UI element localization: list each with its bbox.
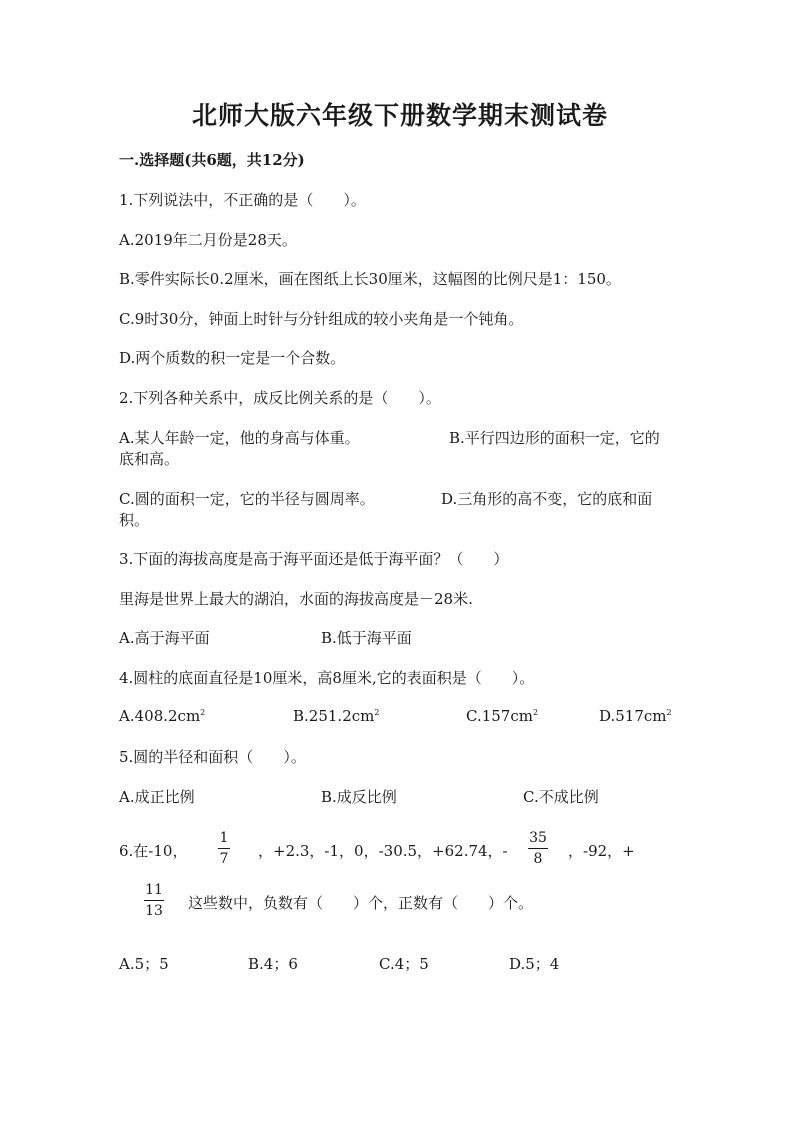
q5-stem: 5.圆的半径和面积（ ）。: [119, 748, 306, 766]
q3-context: 里海是世界上最大的湖泊，水面的海拔高度是－28米.: [119, 590, 473, 608]
q1-stem: 1.下列说法中，不正确的是（ ）。: [119, 191, 366, 209]
q6-option-c: C.4；5: [379, 955, 429, 973]
q2-option-d-line2: 积。: [119, 511, 150, 529]
q6-fraction-2: [526, 831, 550, 866]
q1-option-c: C.9时30分，钟面上时针与分针组成的较小夹角是一个钝角。: [119, 310, 524, 328]
q1-option-d: D.两个质数的积一定是一个合数。: [119, 349, 346, 367]
q4-option-d-exp: 2: [666, 708, 672, 717]
q6-stem-part4: 这些数中，负数有（ ）个，正数有（ ）个。: [188, 894, 534, 912]
q1-option-b: B.零件实际长0.2厘米，画在图纸上长30厘米，这幅图的比例尺是1：150。: [119, 270, 621, 288]
q6-option-d: D.5；4: [509, 955, 560, 973]
q5-option-b: B.成反比例: [321, 788, 397, 806]
q6-option-a: A.5；5: [119, 955, 169, 973]
q5-option-a: A.成正比例: [119, 788, 195, 806]
q4-option-b-exp: 2: [374, 708, 380, 717]
q4-option-b: [293, 707, 379, 725]
q6-fraction-2-numerator: 35: [529, 830, 547, 846]
q6-fraction-1: [215, 831, 233, 866]
q4-option-d-text: D.517cm: [599, 707, 667, 725]
q2-option-d-line1: D.三角形的高不变，它的底和面: [441, 490, 653, 508]
q4-stem: 4.圆柱的底面直径是10厘米，高8厘米,它的表面积是（ ）。: [119, 669, 535, 687]
q6-stem-part3: ，-92，+: [568, 842, 635, 860]
q6-fraction-3-denominator: 13: [145, 903, 163, 919]
q6-fraction-1-numerator: 1: [219, 830, 229, 846]
q4-option-d: [599, 707, 672, 725]
q6-fraction-2-denominator: 8: [533, 851, 543, 867]
q4-option-c: [466, 707, 538, 725]
q6-stem-part1: 6.在-10，: [119, 842, 188, 860]
q6-fraction-3-numerator: 11: [145, 882, 163, 898]
q4-option-b-text: B.251.2cm: [293, 707, 375, 725]
q6-fraction-3: [142, 883, 166, 918]
q6-option-b: B.4；6: [248, 955, 298, 973]
q2-option-b-line1: B.平行四边形的面积一定，它的: [449, 429, 660, 447]
section-heading: 一.选择题(共6题，共12分): [119, 151, 305, 169]
q2-option-a: A.某人年龄一定，他的身高与体重。: [119, 429, 360, 447]
q2-option-b-line2: 底和高。: [119, 450, 180, 468]
q4-option-c-exp: 2: [532, 708, 539, 717]
q2-option-c: C.圆的面积一定，它的半径与圆周率。: [119, 490, 375, 508]
q4-option-a-exp: 2: [200, 708, 206, 717]
q3-stem: 3.下面的海拔高度是高于海平面还是低于海平面？（ ）: [119, 550, 509, 568]
q1-option-a: A.2019年二月份是28天。: [119, 231, 297, 249]
page-title: 北师大版六年级下册数学期末测试卷: [191, 101, 608, 130]
q4-option-a-text: A.408.2cm: [119, 707, 201, 725]
q3-option-b: B.低于海平面: [321, 629, 412, 647]
q6-stem-part2: ，+2.3，-1，0，-30.5，+62.74，-: [258, 842, 508, 860]
q4-option-a: [119, 707, 205, 725]
q3-option-a: A.高于海平面: [119, 629, 210, 647]
q2-stem: 2.下列各种关系中，成反比例关系的是（ ）。: [119, 389, 441, 407]
q6-fraction-1-denominator: 7: [219, 851, 229, 867]
q4-option-c-text: C.157cm: [466, 707, 533, 725]
q5-option-c: C.不成比例: [523, 788, 599, 806]
